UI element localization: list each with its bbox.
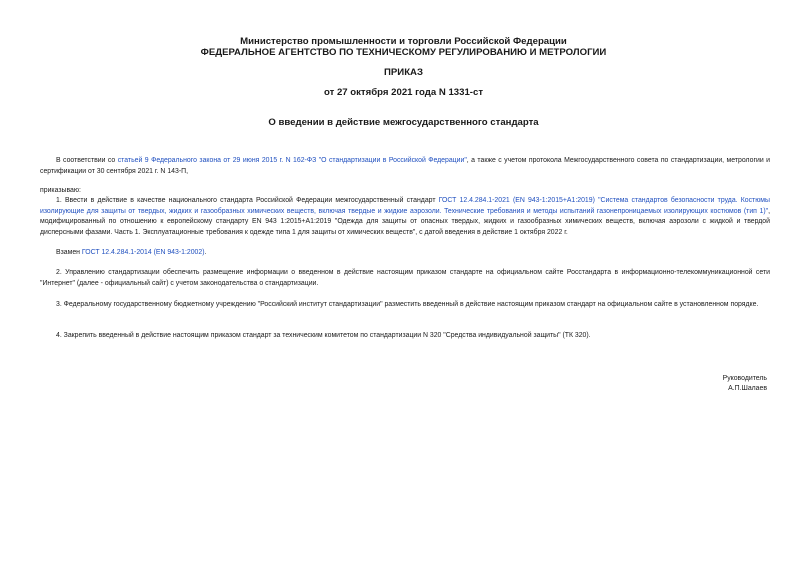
order-subject: О введении в действие межгосударственного стандарта	[268, 117, 539, 128]
replacement-suffix: .	[204, 249, 207, 256]
signatory-name: А.П.Шалаев	[728, 385, 767, 392]
item-2-paragraph: 2. Управлению стандартизации обеспечить размещение информации о введенном в действие настоящим приказом стандарте на официальном сайте Росстандарта в информационно-телекоммуникационной сети "Интернет" (далее - официальный сайт) с учетом законодательства о стандартизации.	[40, 269, 770, 287]
item-1-suffix: , модифицированный по отношению к европейскому стандарту EN 943 1:2015+A1:2019 "Одежда для защиты от опасных твердых, жидких и газообразных химических веществ, включая аэрозоли с жидкой и твердой дисперсными фазами. Часть 1. Эксплуатационные требования к одежде типа 1 для защиты от химических веществ", с датой введения в действие 1 октября 2022 г.	[40, 207, 770, 236]
gost-2021-link[interactable]: ГОСТ 12.4.284.1-2021 (EN 943-1:2015+A1:2019) "Система стандартов безопасности труда. Костюмы изолирующие для защиты от твердых, жидких и газообразных химических веществ, включая твердые и жидкие аэрозоли. Технические требования и методы испытаний газонепроницаемых изолирующих костюмов (тип 1)"	[40, 197, 770, 215]
replacement-prefix: Взамен	[56, 249, 82, 256]
federal-law-link[interactable]: статьей 9 Федерального закона от 29 июня 2015 г. N 162-ФЗ "О стандартизации в Российской Федерации"	[117, 157, 467, 164]
order-word: приказываю:	[40, 187, 81, 194]
ministry-title: Министерство промышленности и торговли Российской Федерации	[240, 36, 567, 47]
item-1-paragraph	[40, 196, 770, 238]
preamble-suffix: , а также с учетом протокола Межгосударственного совета по стандартизации, метрологии и сертификации от 30 сентября 2021 г. N 143-П,	[40, 157, 770, 175]
item-4-paragraph: 4. Закрепить введенный в действие настоящим приказом стандарт за техническим комитетом по стандартизации N 320 "Средства индивидуальной защиты" (ТК 320).	[56, 332, 591, 339]
preamble-prefix: В соответствии со	[56, 157, 118, 164]
item-3-paragraph: 3. Федеральному государственному бюджетному учреждению "Российский институт стандартизации" разместить введенный в действие настоящим приказом стандарт на официальном сайте в установленном порядке.	[56, 301, 759, 308]
order-date-number: от 27 октября 2021 года N 1331-ст	[323, 87, 484, 98]
replacement-paragraph	[40, 248, 770, 259]
item-1-prefix: 1. Ввести в действие в качестве национального стандарта Российской Федерации межгосударственный стандарт	[56, 197, 439, 204]
order-heading: ПРИКАЗ	[384, 67, 423, 78]
gost-2014-link[interactable]: ГОСТ 12.4.284.1-2014 (EN 943-1:2002)	[81, 249, 205, 256]
signatory-title: Руководитель	[722, 375, 767, 382]
agency-title: ФЕДЕРАЛЬНОЕ АГЕНТСТВО ПО ТЕХНИЧЕСКОМУ РЕГУЛИРОВАНИЮ И МЕТРОЛОГИИ	[200, 47, 607, 58]
preamble-paragraph	[40, 156, 770, 177]
